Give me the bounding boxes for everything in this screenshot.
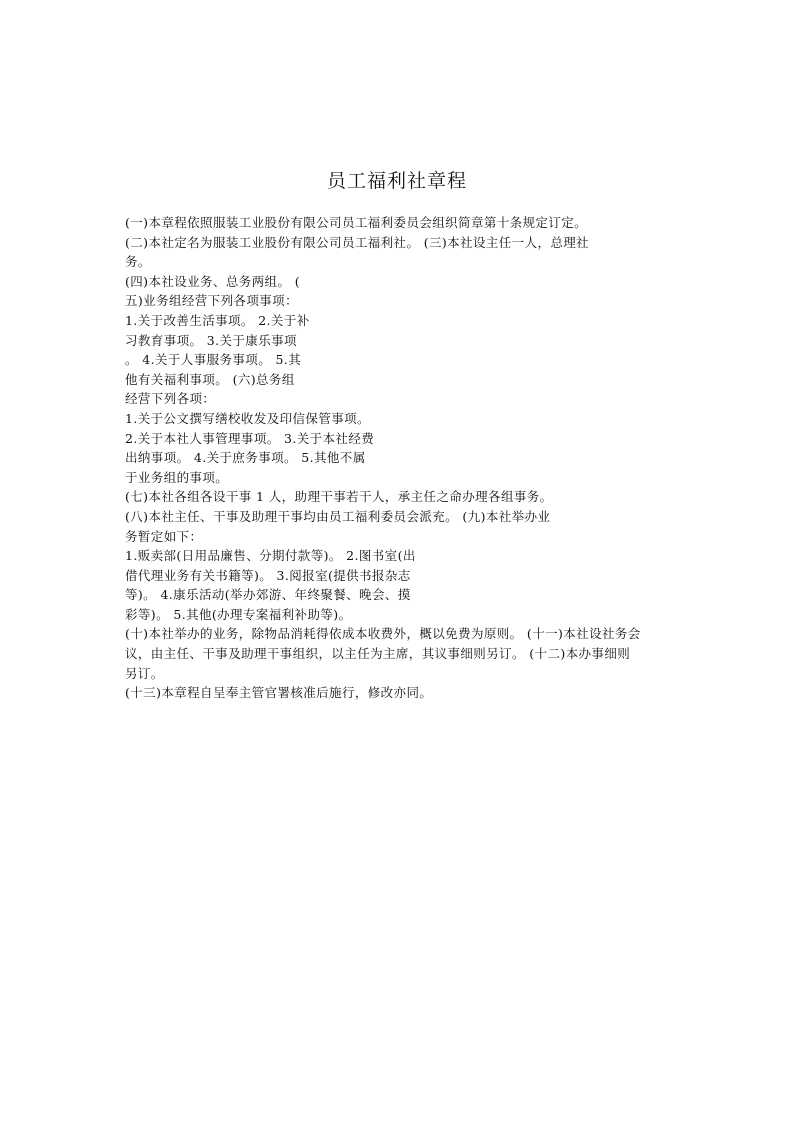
text-line: 1.关于公文撰写缮校收发及印信保管事项。 xyxy=(125,410,370,426)
text-line: 另订。 xyxy=(125,665,164,681)
text-line: 他有关福利事项。 (六)总务组 xyxy=(125,371,295,387)
text-line: (十)本社举办的业务，除物品消耗得依成本收费外，概以免费为原则。 (十一)本社设社务会 xyxy=(125,626,641,642)
text-line: 议，由主任、干事及助理干事组织，以主任为主席，其议事细则另订。 (十二)本办事细则 xyxy=(125,646,631,662)
text-line: 1.贩卖部(日用品廉售、分期付款等)。 2.图书室(出 xyxy=(125,548,416,564)
text-line: 经营下列各项： xyxy=(125,391,216,407)
text-line: 务。 xyxy=(125,254,151,270)
text-line: 2.关于本社人事管理事项。 3.关于本社经费 xyxy=(125,430,375,446)
document-body xyxy=(125,213,695,703)
text-line: 等)。 4.康乐活动(举办郊游、年终聚餐、晚会、摸 xyxy=(125,587,411,603)
text-line: 彩等)。 5.其他(办理专案福利补助等)。 xyxy=(125,606,352,622)
text-line: (八)本社主任、干事及助理干事均由员工福利委员会派充。 (九)本社举办业 xyxy=(125,508,551,524)
text-line: 五)业务组经营下列各项事项： xyxy=(125,293,298,309)
text-line: 于业务组的事项。 xyxy=(125,469,229,485)
text-line: 。 4.关于人事服务事项。 5.其 xyxy=(125,352,302,368)
text-line: 出纳事项。 4.关于庶务事项。 5.其他不属 xyxy=(125,450,366,466)
text-line: 1.关于改善生活事项。 2.关于补 xyxy=(125,312,310,328)
text-line: (二)本社定名为服装工业股份有限公司员工福利社。 (三)本社设主任一人，总理社 xyxy=(125,234,590,250)
text-line: (七)本社各组各设干事 1 人，助理干事若干人，承主任之命办理各组事务。 xyxy=(125,489,553,505)
text-line: 务暂定如下： xyxy=(125,528,203,544)
text-line: (四)本社设业务、总务两组。 ( xyxy=(125,273,301,289)
document-title: 员工福利社章程 xyxy=(326,170,467,192)
text-line: 借代理业务有关书籍等)。 3.阅报室(提供书报杂志 xyxy=(125,567,411,583)
text-line: 习教育事项。 3.关于康乐事项 xyxy=(125,332,297,348)
text-line: (一)本章程依照服装工业股份有限公司员工福利委员会组织简章第十条规定订定。 xyxy=(125,215,588,230)
text-line: (十三)本章程自呈奉主管官署核准后施行，修改亦同。 xyxy=(125,685,433,701)
